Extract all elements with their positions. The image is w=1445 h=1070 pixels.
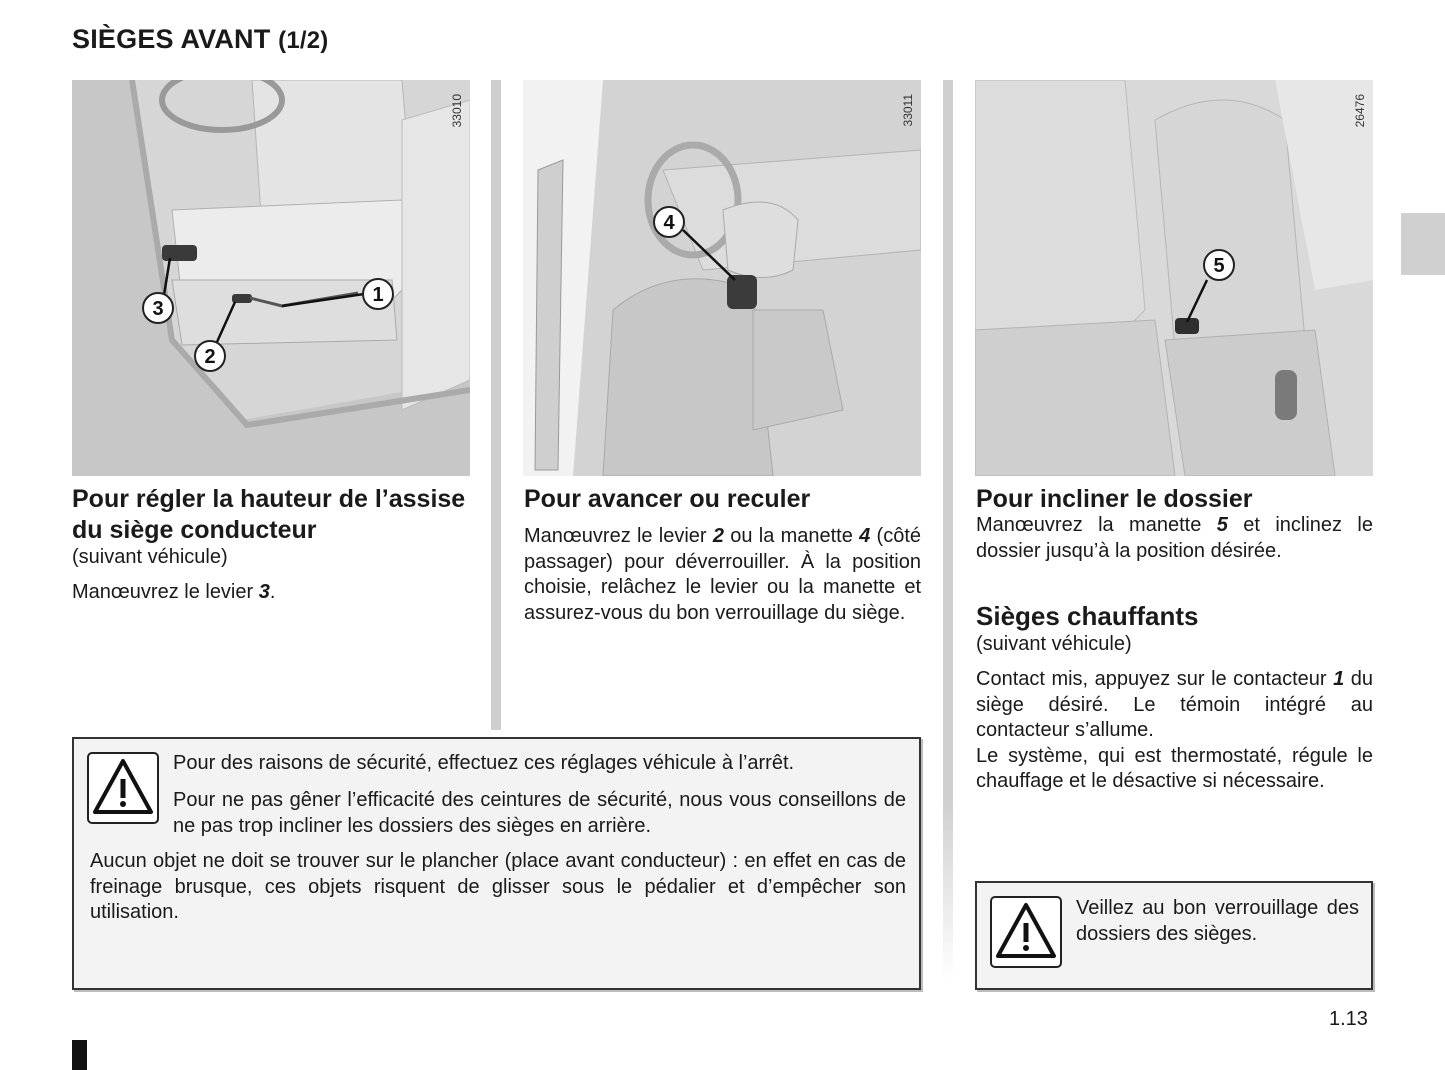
col2-text-c: (côté passager) pour déverrouiller. À la position choisie, relâchez le levier ou la manette et assurez-vous du bon verrouillage du siège. (524, 525, 921, 624)
column-separator (491, 80, 501, 730)
col2-ref2: 4 (859, 525, 871, 547)
callout-4: 4 (663, 212, 675, 234)
col3-sub2: (suivant véhicule) (976, 633, 1132, 655)
warning-box-main (72, 737, 921, 990)
warning-main-line2: Pour ne pas gêner l’efficacité des ceintures de sécurité, nous vous conseillons de ne pas trop incliner les dossiers des sièges en arrière. (173, 789, 906, 837)
page-title (72, 24, 329, 55)
figure-code: 33011 (901, 94, 915, 127)
col1-ref: 3 (258, 581, 270, 603)
col2-heading: Pour avancer ou reculer (524, 485, 811, 513)
page-marker (72, 1040, 87, 1070)
warning-main-line1: Pour des raisons de sécurité, effectuez ces réglages véhicule à l’arrêt. (173, 752, 795, 774)
figure-seat-slide (523, 80, 921, 476)
warning-main-line3: Aucun objet ne doit se trouver sur le plancher (place avant conducteur) : en effet en cas de freinage brusque, ces objets risquent de glisser sous le pédalier et d’empêcher son utilisation. (90, 850, 906, 923)
column-separator (943, 80, 953, 980)
page-title-main: SIÈGES AVANT (72, 24, 271, 54)
col3-ref: 5 (1216, 514, 1228, 536)
figure-seat-height-illustration (72, 80, 470, 476)
callout-3: 3 (152, 298, 164, 320)
chapter-tab (1401, 213, 1445, 275)
callout-1: 1 (372, 284, 384, 306)
callout-2: 2 (204, 346, 216, 368)
warning-small-text: Veillez au bon verrouillage des dossiers des sièges. (1076, 897, 1359, 945)
figure-seat-slide-illustration (523, 80, 921, 476)
col1-text-b: . (269, 581, 276, 603)
col3-text-b: et inclinez le dossier jusqu’à la position désirée. (976, 514, 1373, 562)
col3-heading2: Sièges chauffants (976, 601, 1199, 631)
col3-text-a: Manœuvrez la manette (976, 514, 1217, 536)
page-number: 1.13 (1329, 1008, 1368, 1030)
col2-ref1: 2 (712, 525, 724, 547)
warning-icon (87, 752, 159, 824)
warning-icon (990, 896, 1062, 968)
col3-heated-c: Le système, qui est thermostaté, régule le chauffage et le désactive si nécessaire. (976, 744, 1373, 792)
warning-box-small (975, 881, 1373, 990)
col3-heated-a: Contact mis, appuyez sur le contacteur (976, 668, 1334, 690)
col2-text (524, 524, 921, 626)
figure-code: 33010 (450, 94, 464, 128)
page-title-part: (1/2) (278, 27, 329, 54)
col1-text (72, 580, 275, 606)
col1-text-a: Manœuvrez le levier (72, 581, 259, 603)
col2-text-b: ou la manette (723, 525, 860, 547)
col3-heated-b: du siège désiré. Le témoin intégré au contacteur s’allume. (976, 668, 1373, 741)
col3-text (976, 513, 1373, 564)
col2-text-a: Manœuvrez le levier (524, 525, 713, 547)
col1-heading: Pour régler la hauteur de l’assise du siège conducteur (72, 485, 466, 544)
figure-seat-recline-illustration (975, 80, 1373, 476)
figure-seat-height (72, 80, 470, 476)
callout-5: 5 (1213, 255, 1225, 277)
col3-heated-text (976, 667, 1373, 795)
col1-sub: (suivant véhicule) (72, 546, 228, 568)
figure-code: 26476 (1353, 94, 1367, 128)
col3-heated-ref: 1 (1333, 668, 1345, 690)
figure-seat-recline (975, 80, 1373, 476)
col3-heading: Pour incliner le dossier (976, 485, 1253, 513)
